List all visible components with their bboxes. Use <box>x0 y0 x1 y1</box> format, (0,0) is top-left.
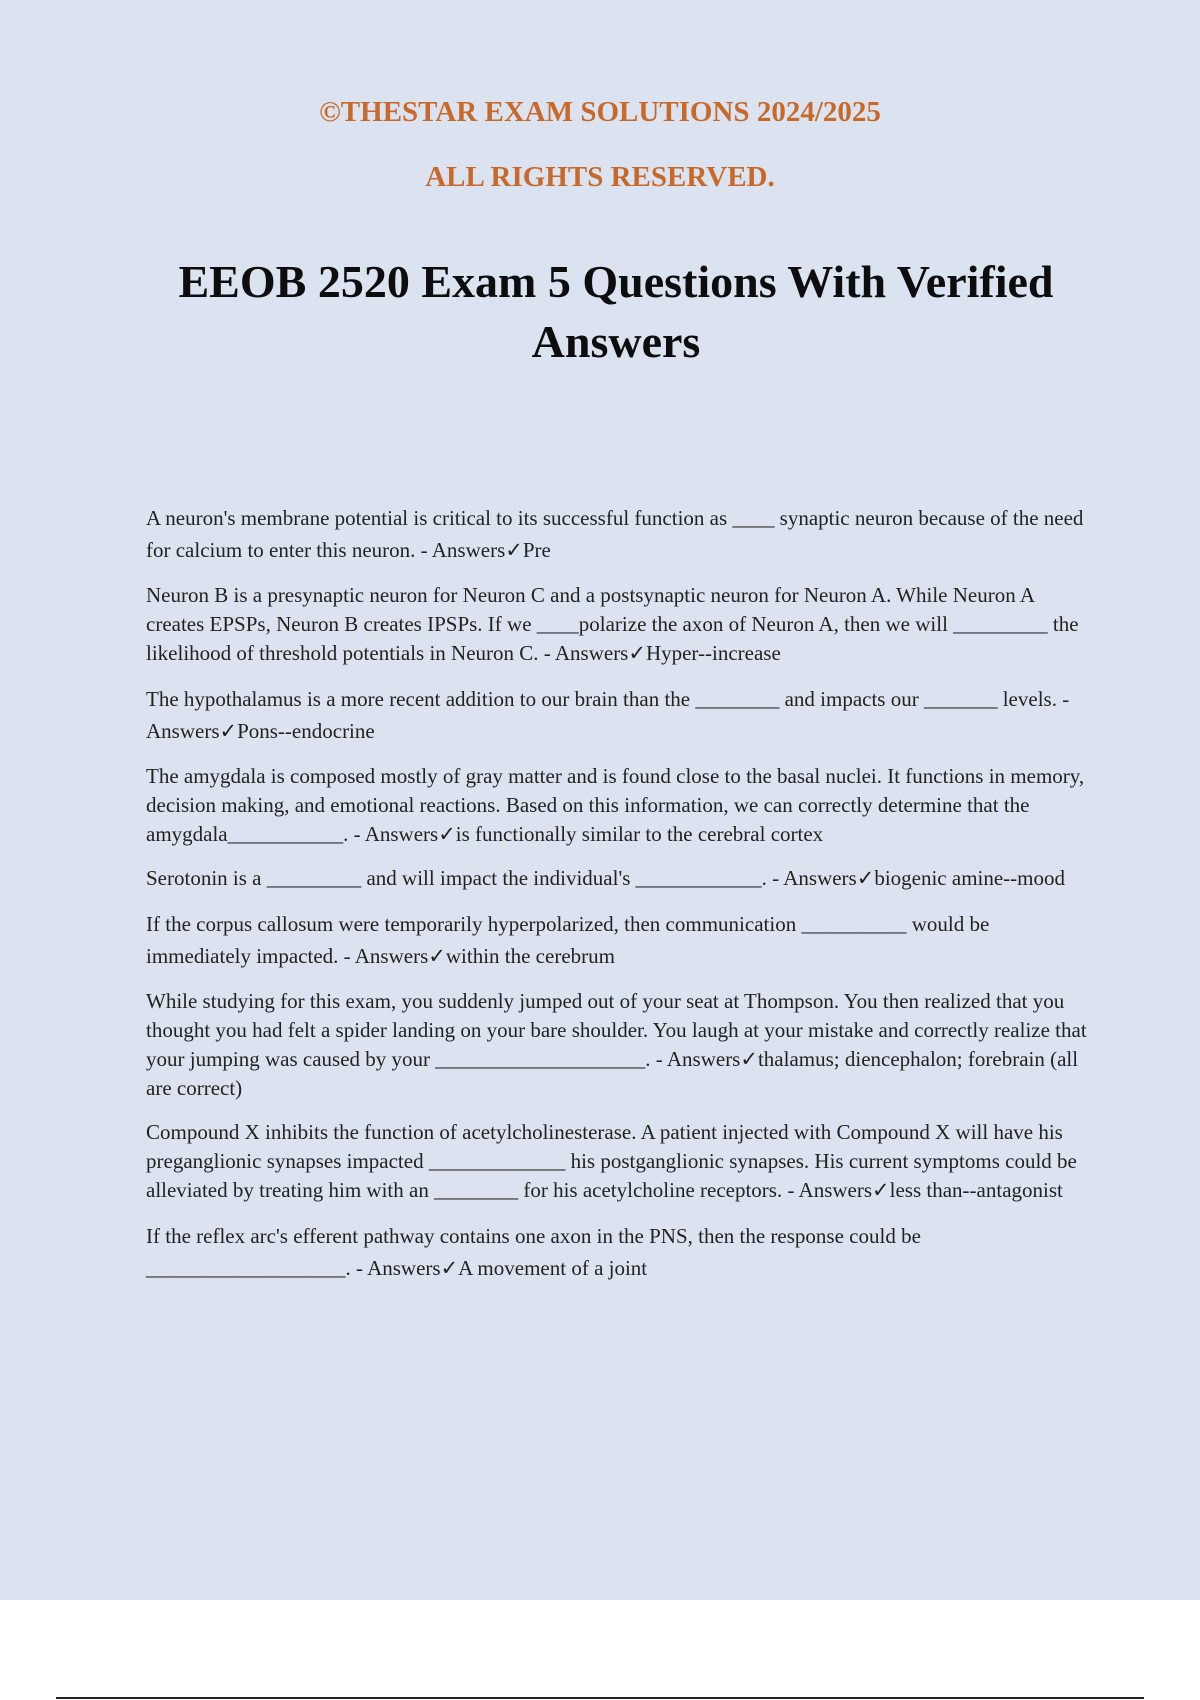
copyright-header: ©THESTAR EXAM SOLUTIONS 2024/2025 <box>319 96 881 128</box>
question-answer-item: The hypothalamus is a more recent addition to our brain than the ________ and impacts our _______ levels. - Answers✓Pons--endocrine <box>146 687 1070 743</box>
question-answer-item: The amygdala is composed mostly of gray matter and is found close to the basal nuclei. It functions in memory, decision making, and emotional reactions. Based on this information, we can correctly determine that the amygdala___________. - Answers✓is functionally similar to the cerebral cortex <box>146 764 1085 846</box>
question-answer-item: If the corpus callosum were temporarily hyperpolarized, then communication __________ would be immediately impacted. - Answers✓within the cerebrum <box>146 912 990 968</box>
question-list <box>146 502 1092 1299</box>
document-title: EEOB 2520 Exam 5 Questions With Verified Answers <box>178 256 1054 367</box>
question-answer-item: Serotonin is a _________ and will impact the individual's ____________. - Answers✓biogenic amine--mood <box>146 866 1066 890</box>
question-answer-item: While studying for this exam, you suddenly jumped out of your seat at Thompson. You then realized that you thought you had felt a spider landing on your bare shoulder. You laugh at your mistake and correctly realize that your jumping was caused by your ____________________. - Answers✓thalamus; diencephalon; forebrain (all are correct) <box>146 989 1087 1100</box>
question-answer-item: A neuron's membrane potential is critical to its successful function as ____ synaptic neuron because of the need for calcium to enter this neuron. - Answers✓Pre <box>146 506 1084 562</box>
question-answer-item: Neuron B is a presynaptic neuron for Neuron C and a postsynaptic neuron for Neuron A. While Neuron A creates EPSPs, Neuron B creates IPSPs. If we ____polarize the axon of Neuron A, then we will _________ the likelihood of threshold potentials in Neuron C. - Answers✓Hyper--increase <box>146 583 1079 665</box>
question-answer-item: Compound X inhibits the function of acetylcholinesterase. A patient injected with Compound X will have his preganglionic synapses impacted _____________ his postganglionic synapses. His current symptoms could be alleviated by treating him with an ________ for his acetylcholine receptors. - Answers✓less than--antagonist <box>146 1120 1077 1202</box>
question-answer-item: If the reflex arc's efferent pathway contains one axon in the PNS, then the response could be ___________________. - Answers✓A movement of a joint <box>146 1224 921 1280</box>
footer-divider <box>56 1697 1144 1699</box>
rights-reserved-header: ALL RIGHTS RESERVED. <box>425 161 775 193</box>
